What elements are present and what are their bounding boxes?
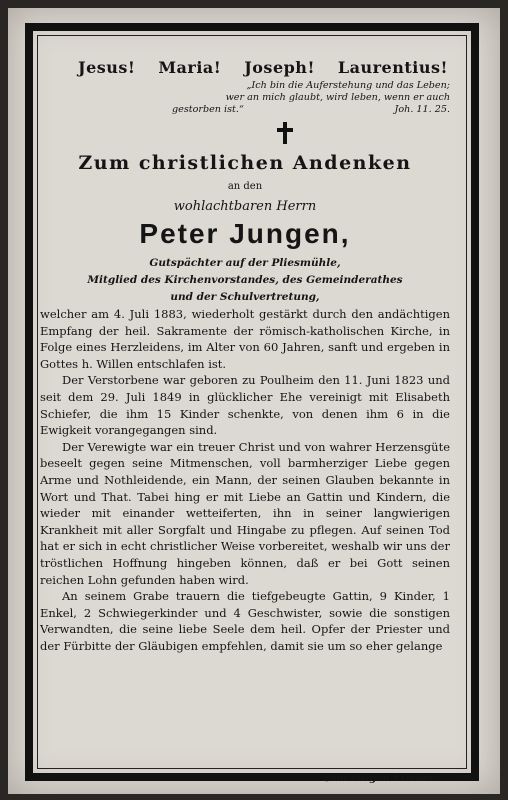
paragraph-death: welcher am 4. Juli 1883, wiederholt gestärkt durch den andächtigen Empfang der heil. Sakramente der römisch-katholischen Kirche, in Folge eines Herzleidens, im Alter von 60 Jahren, sanft und ergeben in Gottes h. Willen entschlafen ist. (40, 307, 450, 371)
quote-line: wer an mich glaubt, wird leben, wenn er auch (225, 92, 450, 103)
an-den-text: an den (227, 181, 263, 192)
cross-icon (277, 122, 293, 144)
quote-line: gestorben ist.“ (172, 104, 244, 115)
quote-reference: Joh. 11. 25. (394, 104, 450, 115)
title-line: Gutspächter auf der Pliesmühle, (149, 257, 341, 269)
title-line: und der Schulvertretung, (170, 291, 320, 303)
quote-line: „Ich bin die Auferstehung und das Leben; (246, 80, 450, 91)
paragraph-character: Der Verewigte war ein treuer Christ und von wahrer Herzensgüte beseelt gegen seine Mitmenschen, voll barmherziger Liebe gegen Arme und Nothleidende, ein Mann, der seinen Glauben bekannte in Wort und That. Tabei hing er mit Liebe an Gattin und Kindern, die wieder mit einander wetteiferten, ihn in seiner langwierigen Krankheit mit aller Sorgfalt und Hingabe zu pflegen. Auf seinen Tod hat er sich in echt christlicher Weise vorbereitet, weshalb wir uns der tröstlichen Hoffnung hingeben können, daß er bei Gott seinen reichen Lohn gefunden haben wird. (40, 439, 450, 587)
paragraph-mourners: An seinem Grabe trauern die tiefgebeugte Gattin, 9 Kinder, 1 Enkel, 2 Schwiegerkinder und 4 Geschwister, sowie die sonstigen Verwandten, die seine liebe Seele dem heil. Opfer der Priester und der Fürbitte der Gläubigen empfehlen, damit sie um so eher gelange (40, 589, 450, 653)
invocation-joseph: Joseph! (244, 58, 315, 77)
honorific-text: wohlachtbaren Herrn (173, 199, 317, 214)
closing-text: zum ewigen Frieden. (323, 773, 440, 784)
invocation-laurentius: Laurentius! (337, 58, 448, 77)
invocation-line (78, 58, 448, 77)
bible-quote (92, 80, 450, 116)
deceased-name: Peter Jungen, (139, 218, 351, 249)
memorial-heading: Zum christlichen Andenken (78, 152, 412, 174)
title-line: Mitglied des Kirchenvorstandes, des Gemeinderathes (87, 274, 403, 286)
memorial-text (40, 306, 450, 654)
invocation-maria: Maria! (158, 58, 222, 77)
paragraph-birth-marriage: Der Verstorbene war geboren zu Poulheim den 11. Juni 1823 und seit dem 29. Juli 1849 in glücklicher Ehe vereinigt mit Elisabeth Schiefer, die ihm 15 Kinder schenkte, von denen ihm 6 in die Ewigkeit vorangegangen sind. (40, 373, 450, 438)
invocation-jesus: Jesus! (78, 58, 136, 77)
titles-block (40, 255, 450, 306)
